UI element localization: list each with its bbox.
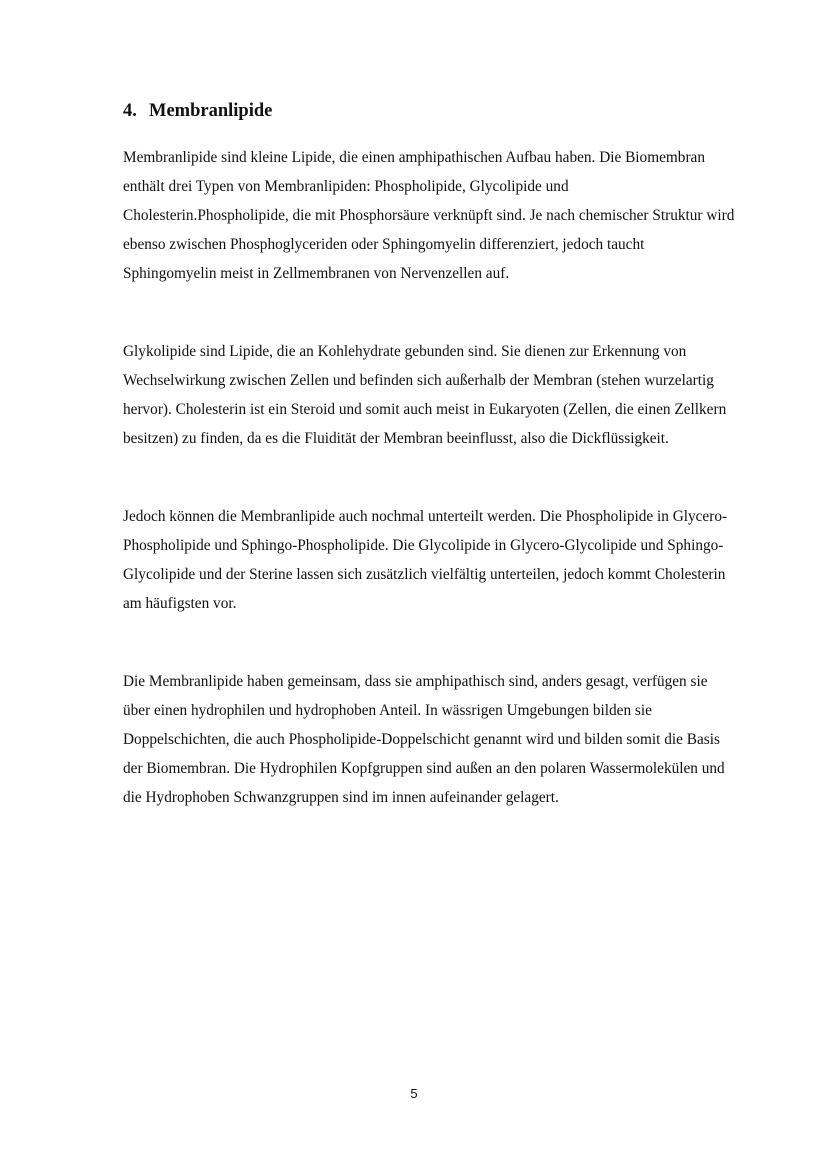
section-number: 4. [123,101,137,121]
page-number: 5 [410,1086,418,1101]
paragraph-unterteilung: Jedoch können die Membranlipide auch nochmal unterteilt werden. Die Phospholipide in Glycero-Phospholipide und Sphingo-Phospholipide. Die Glycolipide in Glycero-Glycolipide und Sphingo-Glycolipide und der Sterine lassen sich zusätzlich vielfältig unterteilen, jedoch kommt Cholesterin am häufigsten vor. [123,508,728,612]
body-text [123,143,738,812]
paragraph-glykolipide: Glykolipide sind Lipide, die an Kohlehydrate gebunden sind. Sie dienen zur Erkennung von Wechselwirkung zwischen Zellen und befinden sich außerhalb der Membran (stehen wurzelartig hervor). Cholesterin ist ein Steroid und somit auch meist in Eukaryoten (Zellen, die einen Zellkern besitzen) zu finden, da es die Fluidität der Membran beeinflusst, also die Dickflüssigkeit. [123,343,727,447]
section-title: Membranlipide [149,101,273,121]
section-heading [123,99,272,123]
paragraph-membranlipide: Membranlipide sind kleine Lipide, die einen amphipathischen Aufbau haben. Die Biomembran enthält drei Typen von Membranlipiden: Phospholipide, Glycolipide und Cholesterin.Phospholipide, die mit Phosphorsäure verknüpft sind. Je nach chemischer Struktur wird ebenso zwischen Phosphoglyceriden oder Sphingomyelin differenziert, jedoch taucht Sphingomyelin meist in Zellmembranen von Nervenzellen auf. [123,149,735,282]
paragraph-amphipathisch: Die Membranlipide haben gemeinsam, dass sie amphipathisch sind, anders gesagt, verfügen sie über einen hydrophilen und hydrophoben Anteil. In wässrigen Umgebungen bilden sie Doppelschichten, die auch Phospholipide-Doppelschicht genannt wird und bilden somit die Basis der Biomembran. Die Hydrophilen Kopfgruppen sind außen an den polaren Wassermolekülen und die Hydrophoben Schwanzgruppen sind im innen aufeinander gelagert. [123,673,725,806]
